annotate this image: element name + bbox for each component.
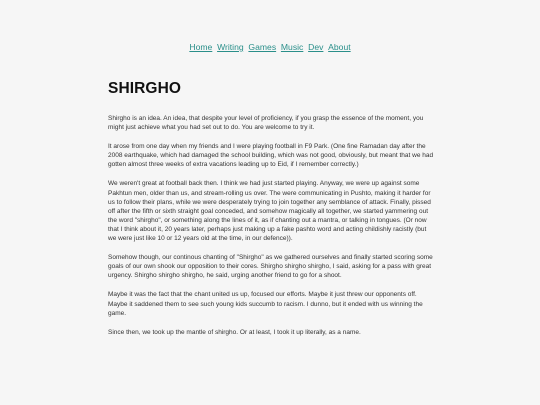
page-title: SHIRGHO: [108, 80, 182, 97]
nav-link-games[interactable]: Games: [248, 42, 277, 52]
article-paragraph: Since then, we took up the mantle of shirgho. Or at least, I took it up literally, as a name.: [108, 328, 361, 336]
nav-link-writing[interactable]: Writing: [217, 42, 244, 52]
nav-link-home[interactable]: Home: [189, 42, 213, 52]
article-paragraph: Maybe it was the fact that the chant united us up, focused our efforts. Maybe it just threw our opponents off. Maybe it saddened them to see such young kids succumb to racism. I dunno, but it ended with us winning the game.: [108, 291, 423, 317]
article-paragraph: It arose from one day when my friends and I were playing football in F9 Park. (One fine Ramadan day after the 2008 earthquake, which had damaged the school building, which was not good, obviously, but meant that we had gotten almost three weeks of extra vacations leading up to Eid, if I remember correctly.): [108, 143, 434, 169]
article-paragraph: We weren't great at football back then. I think we had just started playing. Anyway, we were up against some Pakhtun men, older than us, and stream-rolling us over. The were communicating in Pushto, making it harder for us to follow their plans, while we were desperately trying to join together any semblance of attack. Finally, pissed off after the fifth or sixth straight goal conceded, and somehow magically all together, we started yammering out the word "shirgho", or something along the lines of it, as if chanting out a mantra, or talking in tongues. (Or now that I think about it, 20 years later, perhaps just making up a fake pashto word and acting childishly racistly (but we were just like 10 or 12 years old at the time, in our defence)).: [108, 180, 431, 243]
top-nav: [0, 42, 540, 53]
nav-link-music[interactable]: Music: [280, 42, 304, 52]
article-paragraph: Somehow though, our continous chanting of "Shirgho" as we gathered ourselves and finally started scoring some goals of our own shook our opposition to their cores. Shirgho shirgho shirgho, I said, asking for a pass with great urgency. Shirgho shirgho shirgho, he said, urging another friend to go for a shoot.: [108, 254, 433, 280]
article: [108, 80, 434, 347]
nav-link-about[interactable]: About: [328, 42, 351, 52]
article-paragraph: Shirgho is an idea. An idea, that despite your level of proficiency, if you grasp the essence of the moment, you might just achieve what you had set out to do. You are welcome to try it.: [108, 115, 424, 132]
nav-link-dev[interactable]: Dev: [308, 42, 324, 52]
